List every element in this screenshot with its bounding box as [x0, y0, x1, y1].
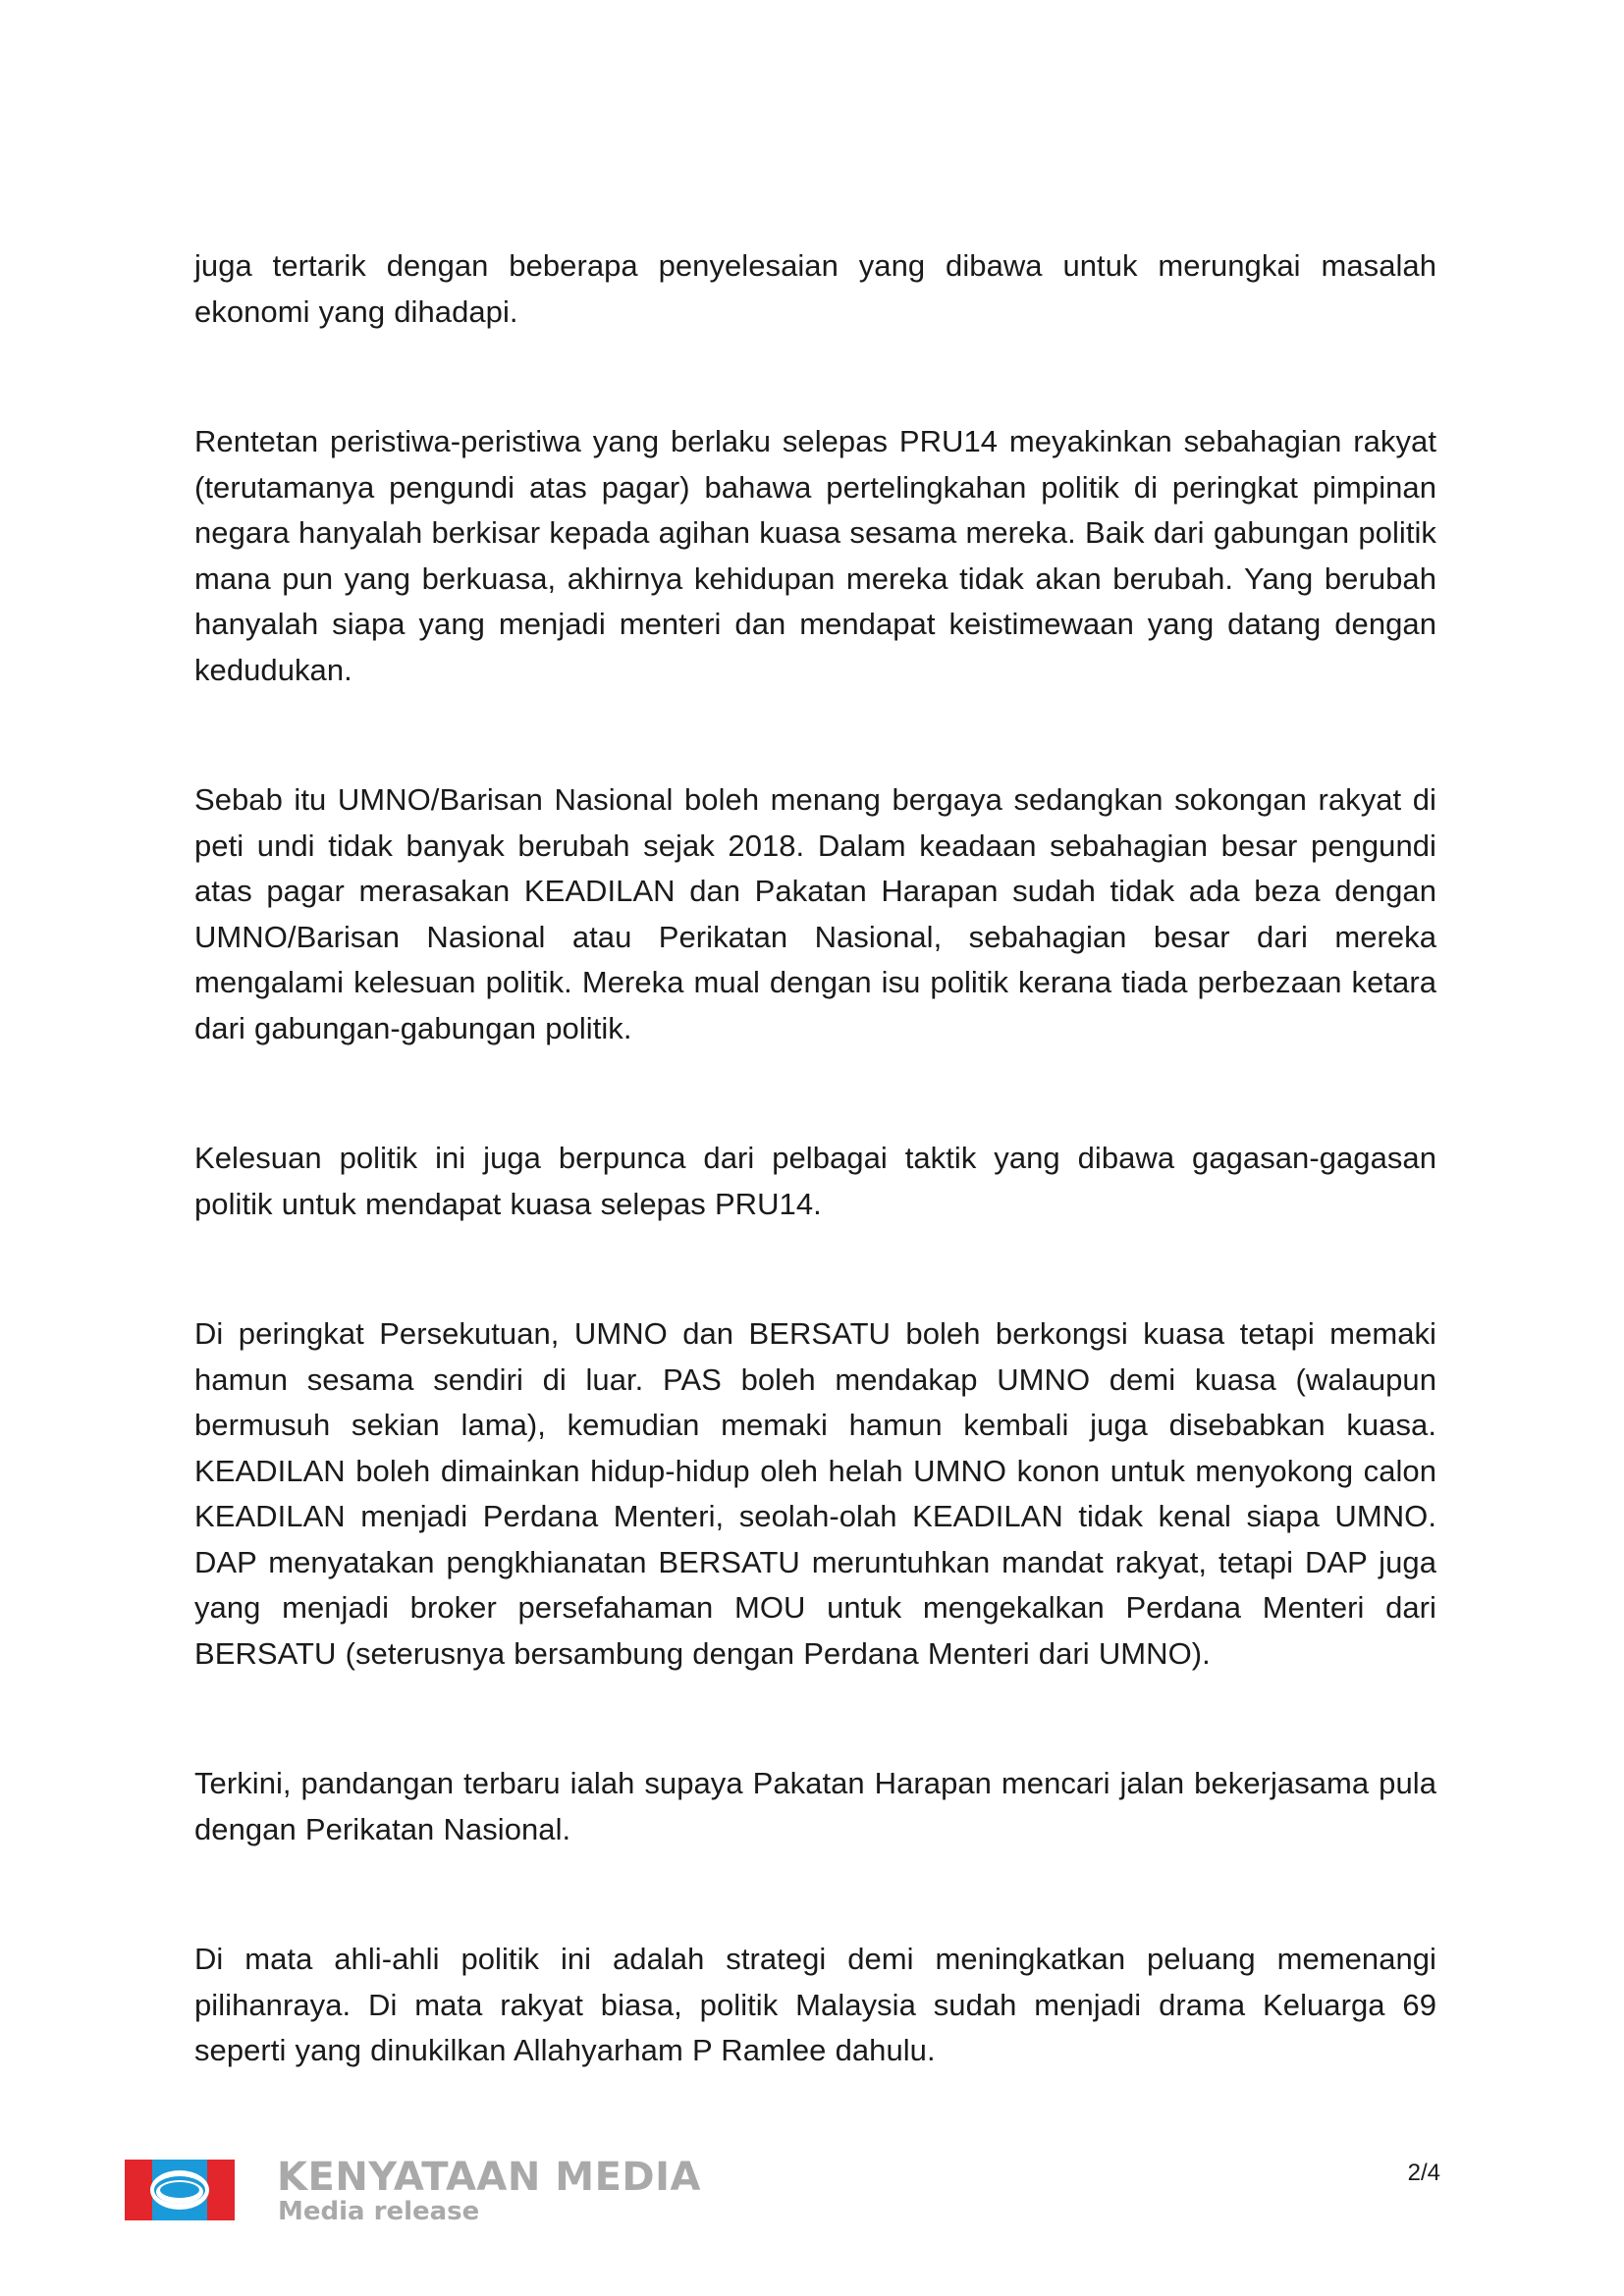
party-logo-icon [125, 2160, 235, 2220]
paragraph-2: Rentetan peristiwa-peristiwa yang berlaku selepas PRU14 meyakinkan sebahagian rakyat (terutamanya pengundi atas pagar) bahawa pertelingkahan politik di peringkat pimpinan negara hanyalah berkisar kepada agihan kuasa sesama mereka. Baik dari gabungan politik mana pun yang berkuasa, akhirnya kehidupan mereka tidak akan berubah. Yang berubah hanyalah siapa yang menjadi menteri dan mendapat keistimewaan yang datang dengan kedudukan. [194, 424, 1436, 687]
paragraph-5: Di peringkat Persekutuan, UMNO dan BERSATU boleh berkongsi kuasa tetapi memaki hamun sesama sendiri di luar. PAS boleh mendakap UMNO demi kuasa (walaupun bermusuh sekian lama), kemudian memaki hamun kembali juga disebabkan kuasa. KEADILAN boleh dimainkan hidup-hidup oleh helah UMNO konon untuk menyokong calon KEADILAN menjadi Perdana Menteri, seolah-olah KEADILAN tidak kenal siapa UMNO. DAP menyatakan pengkhianatan BERSATU meruntuhkan mandat rakyat, tetapi DAP juga yang menjadi broker persefahaman MOU untuk mengekalkan Perdana Menteri dari BERSATU (seterusnya bersambung dengan Perdana Menteri dari UMNO). [194, 1316, 1436, 1671]
footer-subtitle: Media release [278, 2197, 480, 2226]
paragraph-7: Di mata ahli-ahli politik ini adalah strategi demi meningkatkan peluang memenangi pilihanraya. Di mata rakyat biasa, politik Malaysia sudah menjadi drama Keluarga 69 seperti yang dinukilkan Allahyarham P Ramlee dahulu. [194, 1942, 1436, 2067]
footer [125, 2156, 1440, 2224]
paragraph-6: Terkini, pandangan terbaru ialah supaya Pakatan Harapan mencari jalan bekerjasama pula dengan Perikatan Nasional. [194, 1766, 1436, 1846]
paragraph-1: juga tertarik dengan beberapa penyelesaian yang dibawa untuk merungkai masalah ekonomi yang dihadapi. [194, 248, 1436, 329]
paragraph-4: Kelesuan politik ini juga berpunca dari pelbagai taktik yang dibawa gagasan-gagasan politik untuk mendapat kuasa selepas PRU14. [194, 1141, 1436, 1221]
footer-title: KENYATAAN MEDIA [277, 2155, 701, 2200]
paragraph-3: Sebab itu UMNO/Barisan Nasional boleh menang bergaya sedangkan sokongan rakyat di peti undi tidak banyak berubah sejak 2018. Dalam keadaan sebahagian besar pengundi atas pagar merasakan KEADILAN dan Pakatan Harapan sudah tidak ada beza dengan UMNO/Barisan Nasional atau Perikatan Nasional, sebahagian besar dari mereka mengalami kelesuan politik. Mereka mual dengan isu politik kerana tiada perbezaan ketara dari gabungan-gabungan politik. [194, 782, 1436, 1045]
page-number: 2/4 [1407, 2160, 1440, 2186]
body-text [194, 243, 1436, 2159]
